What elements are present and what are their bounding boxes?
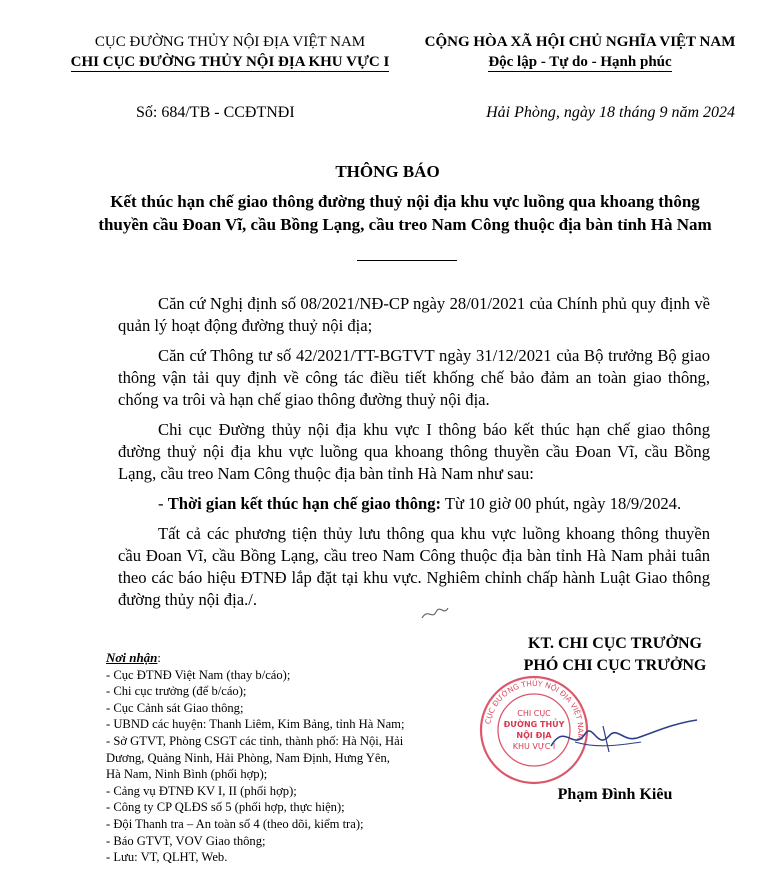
recipient-item: - Chi cục trưởng (để b/cáo); [106,684,247,699]
signer-role-2: PHÓ CHI CỤC TRƯỞNG [523,657,707,674]
recipient-item: - Cảng vụ ĐTNĐ KV I, II (phối hợp); [106,783,297,798]
country-name: CỘNG HÒA XÃ HỘI CHỦ NGHĨA VIỆT NAM [424,34,736,50]
svg-text:CỤC ĐƯỜNG THỦY NỘI ĐỊA VIỆT NA: CỤC ĐƯỜNG THỦY NỘI ĐỊA VIỆT NAM [483,678,586,741]
signer-name: Phạm Đình Kiêu [557,786,673,803]
recipient-item: - Lưu: VT, QLHT, Web. [106,850,228,865]
end-time-label: Thời gian kết thúc hạn chế giao thông: [167,494,442,513]
signer-role-1: KT. CHI CỤC TRƯỞNG [528,635,702,652]
recipient-item: - Báo GTVT, VOV Giao thông; [106,833,266,848]
document-title: THÔNG BÁO [335,162,440,181]
recipient-item: - Công ty CP QLĐS số 5 (phối hợp, thực hiện); [106,800,345,815]
subtitle-underline [357,260,457,261]
document-subtitle: Kết thúc hạn chế giao thông đường thuỷ nội địa khu vực luồng qua khoang thông thuyền cầu Đoan Vĩ, cầu Bồng Lạng, cầu treo Nam Công thuộc địa bàn tỉnh Hà Nam [98,192,712,234]
paragraph-legal-basis-2: Căn cứ Thông tư số 42/2021/TT-BGTVT ngày 31/12/2021 của Bộ trưởng Bộ giao thông vận tải quy định về công tác điều tiết khống chế bảo đảm an toàn giao thông, chống va trôi và hạn chế giao thông đường thuỷ nội địa. [118,346,710,409]
recipient-item: - Sở GTVT, Phòng CSGT các tỉnh, thành phố: Hà Nội, Hải [106,733,404,748]
paragraph-end-time: - Thời gian kết thúc hạn chế giao thông: Từ 10 giờ 00 phút, ngày 18/9/2024. [158,494,682,513]
document-date: Hải Phòng, ngày 18 tháng 9 năm 2024 [486,104,735,121]
document-number: Số: 684/TB - CCĐTNĐI [136,104,295,121]
motto: Độc lập - Tự do - Hạnh phúc [488,54,672,70]
recipient-item: - UBND các huyện: Thanh Liêm, Kim Bảng, tỉnh Hà Nam; [106,717,405,732]
issuer-parent: CỤC ĐƯỜNG THỦY NỘI ĐỊA VIỆT NAM [94,34,366,50]
paragraph-legal-basis-1: Căn cứ Nghị định số 08/2021/NĐ-CP ngày 28/01/2021 của Chính phủ quy định về quản lý hoạt động đường thuỷ nội địa; [118,294,710,335]
initial-mark-icon [420,604,450,624]
recipient-item: Dương, Quảng Ninh, Hải Phòng, Nam Định, Hưng Yên, [106,750,390,765]
recipient-item: - Cục Cảnh sát Giao thông; [106,700,244,715]
recipient-item: - Cục ĐTNĐ Việt Nam (thay b/cáo); [106,667,291,682]
paragraph-announcement: Chi cục Đường thủy nội địa khu vực I thông báo kết thúc hạn chế giao thông đường thuỷ nội địa khu vực luồng qua khoang thông thuyền cầu Đoan Vĩ, cầu Bồng Lạng, cầu treo Nam Công thuộc địa bàn tỉnh Hà Nam như sau: [118,420,710,483]
svg-text:CHI CỤC: CHI CỤC [517,709,551,718]
issuer-name: CHI CỤC ĐƯỜNG THỦY NỘI ĐỊA KHU VỰC I [70,54,390,70]
svg-text:NỘI ĐỊA: NỘI ĐỊA [516,731,552,740]
recipient-item: Hà Nam, Ninh Bình (phối hợp); [106,767,268,782]
paragraph-compliance: Tất cả các phương tiện thủy lưu thông qua khu vực luồng khoang thông thuyền cầu Đoan Vĩ, cầu Bồng Lạng, cầu treo Nam Công thuộc địa bàn tỉnh Hà Nam phải tuân theo các báo hiệu ĐTNĐ lắp đặt tại khu vực. Nghiêm chỉnh chấp hành Luật Giao thông đường thủy nội địa./. [118,524,710,609]
svg-text:ĐƯỜNG THỦY: ĐƯỜNG THỦY [503,720,565,729]
svg-text:KHU VỰC I: KHU VỰC I [512,742,556,751]
issuer-block [40,32,420,72]
document-body [118,293,710,611]
recipient-item: - Đội Thanh tra – An toàn số 4 (theo dõi, kiểm tra); [106,816,364,831]
national-motto-block [400,32,760,72]
handwritten-signature [545,712,705,762]
recipients-heading: Nơi nhận: [106,650,161,665]
signature-title [470,633,760,677]
recipients-block [106,650,486,866]
